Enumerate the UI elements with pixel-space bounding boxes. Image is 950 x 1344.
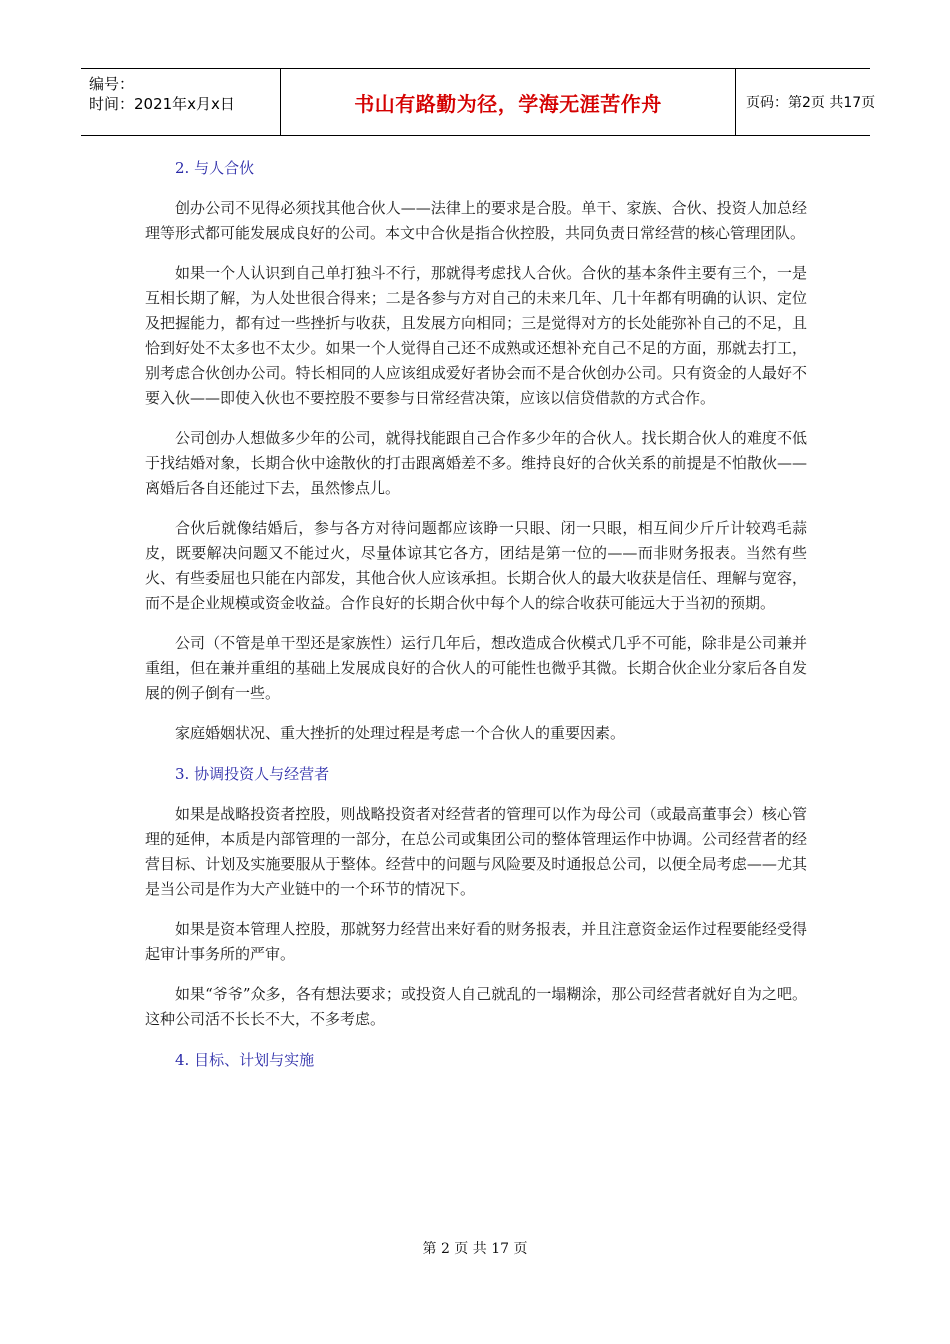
paragraph: 创办公司不见得必须找其他合伙人——法律上的要求是合股。单干、家族、合伙、投资人加总经理等形式都可能发展成良好的公司。本文中合伙是指合伙控股，共同负责日常经营的核心管理团队。 bbox=[145, 199, 807, 242]
paragraph: 家庭婚姻状况、重大挫折的处理过程是考虑一个合伙人的重要因素。 bbox=[175, 724, 626, 742]
paragraph: 如果是战略投资者控股，则战略投资者对经营者的管理可以作为母公司（或最高董事会）核心管理的延伸，本质是内部管理的一部分，在总公司或集团公司的整体管理运作中协调。公司经营者的经营目标、计划及实施要服从于整体。经营中的问题与风险要及时通报总公司，以便全局考虑——尤其是当公司是作为大产业链中的一个环节的情况下。 bbox=[145, 805, 807, 898]
paragraph: 公司创办人想做多少年的公司，就得找能跟自己合作多少年的合伙人。找长期合伙人的难度不低于找结婚对象，长期合伙中途散伙的打击跟离婚差不多。维持良好的合伙关系的前提是不怕散伙——离婚后各自还能过下去，虽然惨点儿。 bbox=[145, 429, 807, 497]
section-heading: 3. 协调投资人与经营者 bbox=[175, 765, 330, 783]
page-footer: 第 2 页 共 17 页 bbox=[422, 1241, 528, 1257]
header-page-info: 页码：第2页 共17页 bbox=[746, 95, 876, 111]
paragraph: 如果是资本管理人控股，那就努力经营出来好看的财务报表，并且注意资金运作过程要能经受得起审计事务所的严审。 bbox=[145, 920, 807, 963]
section-heading: 4. 目标、计划与实施 bbox=[175, 1051, 315, 1069]
paragraph: 公司（不管是单干型还是家族性）运行几年后，想改造成合伙模式几乎不可能，除非是公司兼并重组，但在兼并重组的基础上发展成良好的合伙人的可能性也微乎其微。长期合伙企业分家后各自发展的例子倒有一些。 bbox=[145, 634, 807, 702]
header-motto: 书山有路勤为径，学海无涯苦作舟 bbox=[354, 91, 662, 116]
paragraph: 如果“爷爷”众多，各有想法要求；或投资人自己就乱的一塌糊涂，那公司经营者就好自为之吧。这种公司活不长长不大，不多考虑。 bbox=[145, 985, 807, 1028]
document-date-label: 时间：2021年x月x日 bbox=[89, 95, 235, 113]
document-number-label: 编号： bbox=[89, 75, 135, 93]
paragraph: 如果一个人认识到自己单打独斗不行，那就得考虑找人合伙。合伙的基本条件主要有三个，一是互相长期了解，为人处世很合得来；二是各参与方对自己的未来几年、几十年都有明确的认识、定位及把握能力，都有过一些挫折与收获，且发展方向相同；三是觉得对方的长处能弥补自己的不足，且恰到好处不太多也不太少。如果一个人觉得自己还不成熟或还想补充自己不足的方面，那就去打工，别考虑合伙创办公司。特长相同的人应该组成爱好者协会而不是合伙创办公司。只有资金的人最好不要入伙——即使入伙也不要控股不要参与日常经营决策，应该以信贷借款的方式合作。 bbox=[145, 264, 807, 407]
section-heading: 2. 与人合伙 bbox=[175, 159, 255, 177]
page-header bbox=[81, 68, 876, 136]
document-body bbox=[145, 152, 807, 1076]
header-meta-cell bbox=[81, 69, 281, 135]
header-motto-cell bbox=[281, 69, 736, 135]
paragraph: 合伙后就像结婚后，参与各方对待问题都应该睁一只眼、闭一只眼，相互间少斤斤计较鸡毛蒜皮，既要解决问题又不能过火，尽量体谅其它各方，团结是第一位的——而非财务报表。当然有些火、有些委屈也只能在内部发，其他合伙人应该承担。长期合伙人的最大收获是信任、理解与宽容，而不是企业规模或资金收益。合作良好的长期合伙中每个人的综合收获可能远大于当初的预期。 bbox=[145, 519, 807, 612]
